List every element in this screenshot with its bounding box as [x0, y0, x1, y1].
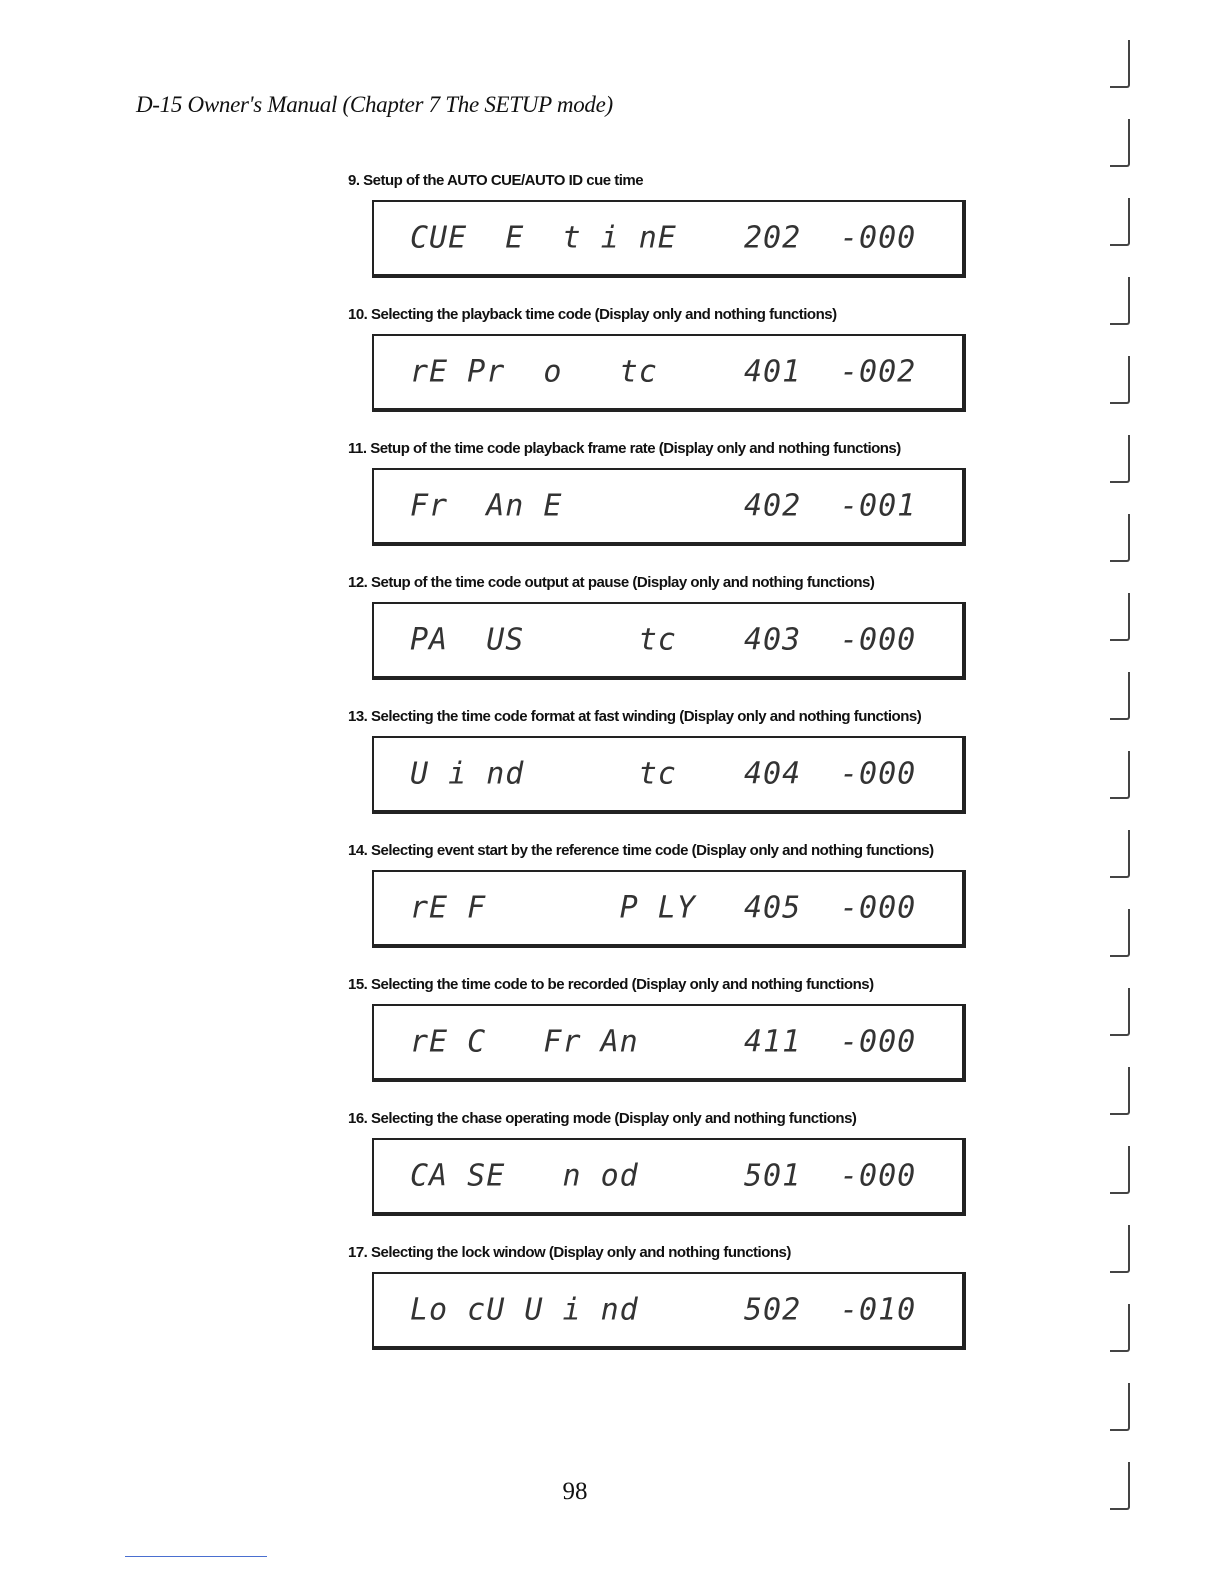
lcd-value: -000 [840, 220, 917, 256]
setup-item-10 [348, 304, 1008, 438]
lcd-segments: rE Pr o tc [410, 354, 658, 390]
lcd-value: -000 [840, 1158, 917, 1194]
binder-tab [1110, 751, 1130, 799]
lcd-display [372, 200, 966, 278]
binder-tab [1110, 277, 1130, 325]
lcd-code: 502 [744, 1292, 802, 1328]
binder-tab [1110, 435, 1130, 483]
binder-tab [1110, 1146, 1130, 1194]
footer-rule [125, 1556, 267, 1557]
setup-item-caption: 10. Selecting the playback time code (Display only and nothing functions) [348, 306, 837, 323]
setup-item-caption: 11. Setup of the time code playback frame rate (Display only and nothing functions) [348, 440, 901, 457]
lcd-value: -000 [840, 622, 917, 658]
lcd-code: 401 [744, 354, 802, 390]
setup-item-14 [348, 840, 1008, 974]
setup-item-caption: 14. Selecting event start by the reference time code (Display only and nothing functions) [348, 842, 934, 859]
binder-tab [1110, 1067, 1130, 1115]
binder-tab [1110, 909, 1130, 957]
lcd-value: -000 [840, 890, 917, 926]
setup-sections [348, 170, 1008, 1376]
binder-tab [1110, 119, 1130, 167]
lcd-code: 202 [744, 220, 802, 256]
lcd-segments: CA SE n od [410, 1158, 639, 1194]
lcd-code: 405 [744, 890, 802, 926]
lcd-segments: U i nd tc [410, 756, 677, 792]
setup-item-13 [348, 706, 1008, 840]
binder-tab [1110, 593, 1130, 641]
page-header: D-15 Owner's Manual (Chapter 7 The SETUP mode) [136, 92, 613, 117]
lcd-value: -002 [840, 354, 917, 390]
lcd-display [372, 334, 966, 412]
lcd-segments: CUE E t i nE [410, 220, 677, 256]
lcd-value: -001 [840, 488, 917, 524]
lcd-code: 403 [744, 622, 802, 658]
setup-item-9 [348, 170, 1008, 304]
setup-item-caption: 13. Selecting the time code format at fast winding (Display only and nothing functions) [348, 708, 922, 725]
setup-item-16 [348, 1108, 1008, 1242]
lcd-display [372, 1004, 966, 1082]
setup-item-caption: 17. Selecting the lock window (Display only and nothing functions) [348, 1244, 791, 1261]
binder-tab [1110, 1383, 1130, 1431]
setup-item-11 [348, 438, 1008, 572]
lcd-display [372, 468, 966, 546]
lcd-segments: rE C Fr An [410, 1024, 639, 1060]
binder-tab [1110, 356, 1130, 404]
lcd-display [372, 1138, 966, 1216]
binder-tab [1110, 672, 1130, 720]
lcd-display [372, 1272, 966, 1350]
lcd-segments: rE F P LY [410, 890, 696, 926]
lcd-code: 404 [744, 756, 802, 792]
binder-tab [1110, 1225, 1130, 1273]
page-number: 98 [562, 1478, 588, 1505]
setup-item-caption: 12. Setup of the time code output at pause (Display only and nothing functions) [348, 574, 875, 591]
setup-item-caption: 16. Selecting the chase operating mode (Display only and nothing functions) [348, 1110, 857, 1127]
binder-tab [1110, 830, 1130, 878]
lcd-display [372, 736, 966, 814]
binder-tab [1110, 988, 1130, 1036]
lcd-value: -000 [840, 756, 917, 792]
lcd-value: -000 [840, 1024, 917, 1060]
lcd-segments: Fr An E [410, 488, 563, 524]
setup-item-caption: 9. Setup of the AUTO CUE/AUTO ID cue time [348, 172, 644, 189]
setup-item-caption: 15. Selecting the time code to be recorded (Display only and nothing functions) [348, 976, 874, 993]
lcd-segments: PA US tc [410, 622, 677, 658]
lcd-code: 402 [744, 488, 802, 524]
lcd-value: -010 [840, 1292, 917, 1328]
binder-tab [1110, 1304, 1130, 1352]
binder-tabs [1110, 40, 1134, 1541]
lcd-code: 411 [744, 1024, 802, 1060]
binder-tab [1110, 198, 1130, 246]
binder-tab [1110, 514, 1130, 562]
setup-item-17 [348, 1242, 1008, 1376]
binder-tab [1110, 40, 1130, 88]
setup-item-15 [348, 974, 1008, 1108]
lcd-display [372, 870, 966, 948]
lcd-code: 501 [744, 1158, 802, 1194]
lcd-segments: Lo cU U i nd [410, 1292, 639, 1328]
lcd-display [372, 602, 966, 680]
setup-item-12 [348, 572, 1008, 706]
